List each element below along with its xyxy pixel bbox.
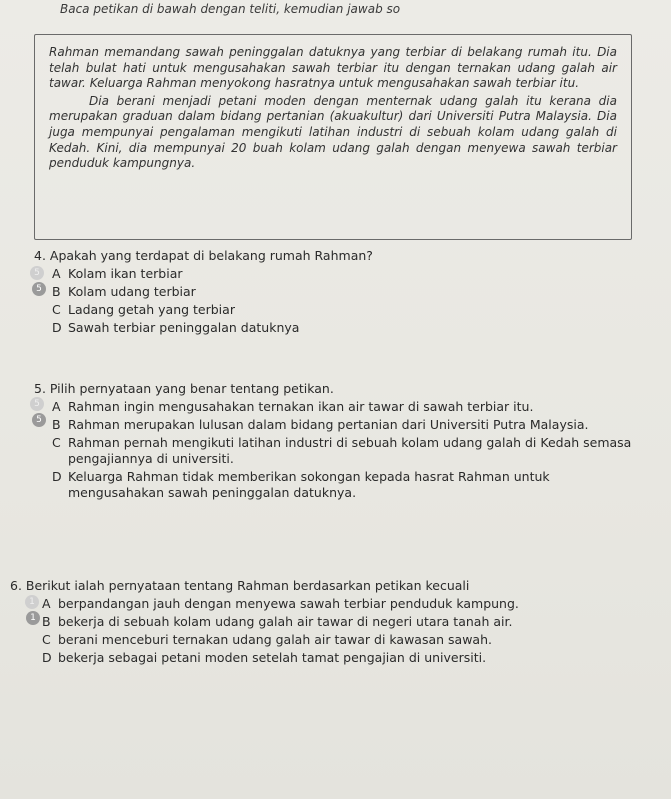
option-text: Ladang getah yang terbiar bbox=[68, 302, 235, 317]
question-4-mark-faint: 5 bbox=[30, 266, 44, 280]
option-text: Kolam udang terbiar bbox=[68, 284, 196, 299]
option-letter: A bbox=[52, 266, 61, 281]
question-6-option-c[interactable] bbox=[10, 632, 650, 648]
question-5-option-d[interactable] bbox=[34, 469, 634, 501]
question-6-mark-faint: 1 bbox=[25, 595, 39, 609]
option-letter: B bbox=[52, 417, 61, 432]
question-6-option-d[interactable] bbox=[10, 650, 650, 666]
option-letter: A bbox=[42, 596, 51, 611]
question-4-mark: 5 bbox=[32, 282, 46, 296]
passage-paragraph-1: Rahman memandang sawah peninggalan datuknya yang terbiar di belakang rumah itu. Dia telah bulat hati untuk mengusahakan sawah terbiar itu dengan ternakan udang galah air tawar. Keluarga Rahman menyokong hasratnya untuk mengusahakan sawah terbiar itu. bbox=[49, 45, 617, 91]
option-text: Keluarga Rahman tidak memberikan sokongan kepada hasrat Rahman untuk mengusahakan sawah peninggalan datuknya. bbox=[68, 469, 550, 500]
option-letter: B bbox=[52, 284, 61, 299]
option-letter: B bbox=[42, 614, 51, 629]
question-5-mark-faint: 5 bbox=[30, 397, 44, 411]
question-6-option-a[interactable] bbox=[10, 596, 650, 612]
option-text: Rahman merupakan lulusan dalam bidang pertanian dari Universiti Putra Malaysia. bbox=[68, 417, 589, 432]
option-text: bekerja sebagai petani moden setelah tamat pengajian di universiti. bbox=[58, 650, 487, 665]
option-text: berani menceburi ternakan udang galah air tawar di kawasan sawah. bbox=[58, 632, 492, 647]
option-text: Rahman pernah mengikuti latihan industri di sebuah kolam udang galah di Kedah semasa pengajiannya di universiti. bbox=[68, 435, 632, 466]
option-letter: C bbox=[52, 302, 61, 317]
option-text: bekerja di sebuah kolam udang galah air tawar di negeri utara tanah air. bbox=[58, 614, 513, 629]
question-6-stem: 6. Berikut ialah pernyataan tentang Rahman berdasarkan petikan kecuali bbox=[10, 578, 470, 593]
question-4-option-c[interactable] bbox=[34, 302, 634, 318]
question-4 bbox=[34, 248, 634, 338]
question-4-option-a[interactable] bbox=[34, 266, 634, 282]
question-5-stem: 5. Pilih pernyataan yang benar tentang petikan. bbox=[34, 381, 334, 396]
option-text: Kolam ikan terbiar bbox=[68, 266, 183, 281]
question-5-option-c[interactable] bbox=[34, 435, 634, 467]
instruction-text: Baca petikan di bawah dengan teliti, kemudian jawab so bbox=[60, 2, 401, 16]
option-letter: C bbox=[52, 435, 61, 450]
passage-box bbox=[34, 34, 632, 240]
option-letter: C bbox=[42, 632, 51, 647]
question-4-option-b[interactable] bbox=[34, 284, 634, 300]
passage-paragraph-2: Dia berani menjadi petani moden dengan menternak udang galah itu kerana dia merupakan graduan dalam bidang pertanian (akuakultur) dari Universiti Putra Malaysia. Dia juga mempunyai pengalaman mengikuti latihan industri di sebuah kolam udang galah di Kedah. Kini, dia mempunyai 20 buah kolam udang galah dengan menyewa sawah terbiar penduduk kampungnya. bbox=[49, 93, 617, 171]
question-5-option-b[interactable] bbox=[34, 417, 634, 433]
question-6-mark: 1 bbox=[26, 611, 40, 625]
question-4-option-d[interactable] bbox=[34, 320, 634, 336]
option-letter: D bbox=[52, 320, 62, 335]
question-6-option-b[interactable] bbox=[10, 614, 650, 630]
option-text: Sawah terbiar peninggalan datuknya bbox=[68, 320, 300, 335]
question-5 bbox=[34, 381, 634, 503]
question-5-option-a[interactable] bbox=[34, 399, 634, 415]
question-5-mark: 5 bbox=[32, 413, 46, 427]
option-text: berpandangan jauh dengan menyewa sawah terbiar penduduk kampung. bbox=[58, 596, 519, 611]
question-4-stem: 4. Apakah yang terdapat di belakang rumah Rahman? bbox=[34, 248, 373, 263]
option-letter: D bbox=[52, 469, 62, 484]
question-6 bbox=[10, 578, 650, 668]
option-letter: D bbox=[42, 650, 52, 665]
option-text: Rahman ingin mengusahakan ternakan ikan air tawar di sawah terbiar itu. bbox=[68, 399, 534, 414]
option-letter: A bbox=[52, 399, 61, 414]
